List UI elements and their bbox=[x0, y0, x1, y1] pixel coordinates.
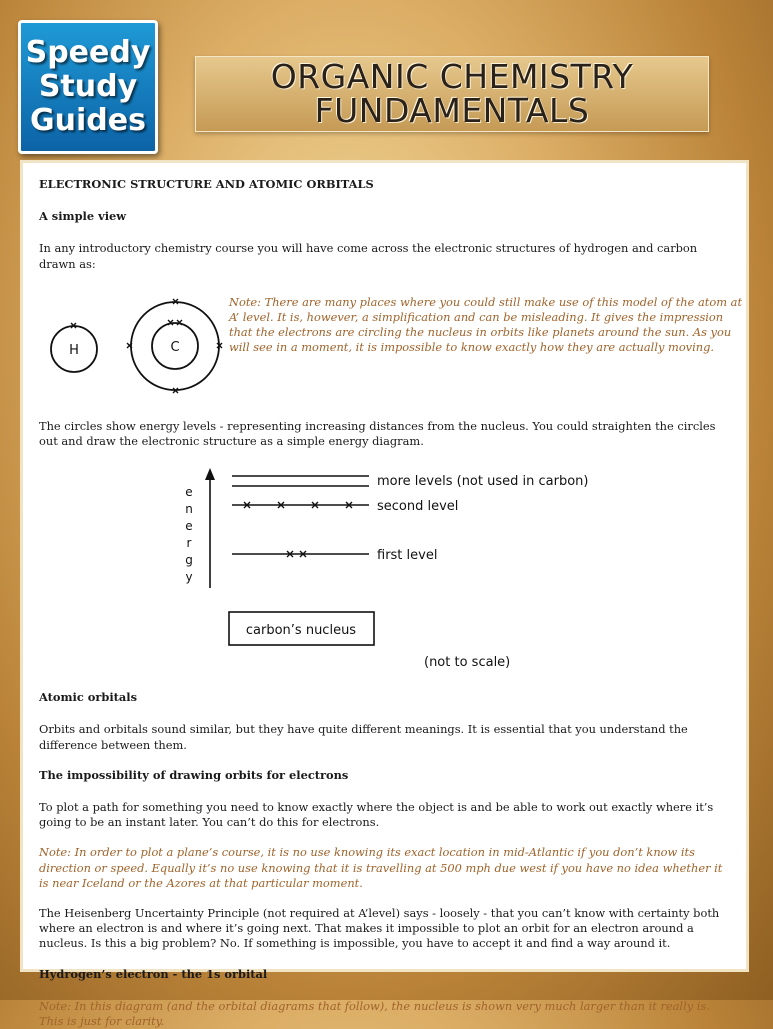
first-level-label: first level bbox=[377, 548, 438, 564]
atom-model-row bbox=[39, 287, 743, 407]
energy-axis-letter: g bbox=[185, 553, 193, 568]
title-line-1: ORGANIC CHEMISTRY bbox=[270, 57, 634, 96]
atom-model-diagram bbox=[39, 287, 229, 407]
model-note: Note: There are many places where you could still make use of this model of the atom at A’ level. It is, however, a simplification and can be misleading. It gives the impression that the electrons are circling the nucleus in orbits like planets around the sun. As you will see in a moment, it is impossible to know exactly how they are actually moving. bbox=[229, 294, 743, 355]
carbon-label: C bbox=[170, 339, 180, 355]
energy-level-diagram bbox=[39, 464, 730, 679]
orbits-paragraph: Orbits and orbitals sound similar, but they have quite different meanings. It is essential that you understand the difference between them. bbox=[39, 722, 688, 752]
energy-axis-arrowhead bbox=[205, 468, 215, 480]
section-heading-electronic-structure: ELECTRONIC STRUCTURE AND ATOMIC ORBITALS bbox=[39, 177, 374, 191]
not-to-scale-note: (not to scale) bbox=[424, 655, 511, 671]
subheading-hydrogen-electron: Hydrogen’s electron - the 1s orbital bbox=[39, 966, 268, 981]
carbon-nucleus-label: carbon’s nucleus bbox=[245, 623, 357, 639]
energy-axis-letter: e bbox=[185, 519, 193, 534]
diagram-note: Note: In this diagram (and the orbital diagrams that follow), the nucleus is shown very much larger than it really is. This is just for clarity. bbox=[39, 998, 710, 1029]
energy-axis-letter: e bbox=[185, 485, 193, 500]
more-levels-label: more levels (not used in carbon) bbox=[377, 474, 589, 490]
circles-paragraph: The circles show energy levels - representing increasing distances from the nucleus. You could straighten the circles out and draw the electronic structure as a simple energy diagram. bbox=[39, 418, 716, 449]
energy-axis-letter: n bbox=[185, 502, 193, 517]
logo-line-2: Study bbox=[38, 69, 138, 104]
speedy-study-guides-logo bbox=[18, 20, 158, 154]
plane-note: Note: In order to plot a plane’s course, it is no use knowing its exact location in mid-Atlantic if you don’t know its direction or speed. Equally it’s no use knowing that it is travelling at 500 mph due west if you have no idea whether it is near Iceland or the Azores at that particular moment. bbox=[39, 845, 723, 890]
page-title bbox=[195, 56, 709, 132]
subheading-impossibility: The impossibility of drawing orbits for electrons bbox=[39, 767, 349, 782]
heisenberg-paragraph: The Heisenberg Uncertainty Principle (not required at A’level) says - loosely - that you can’t know with certainty both where an electron is and where it’s going next. That makes it impossible to plot an orbit for an electron around a nucleus. Is this a big problem? No. If something is impossible, you have to accept it and find a way around it. bbox=[39, 906, 720, 951]
document-page bbox=[20, 160, 749, 1029]
title-line-2: FUNDAMENTALS bbox=[314, 91, 590, 130]
energy-electron-marks bbox=[244, 502, 352, 557]
energy-axis-letter: r bbox=[186, 536, 192, 551]
second-level-label: second level bbox=[377, 499, 459, 515]
energy-axis-letter: y bbox=[185, 570, 193, 585]
hydrogen-label: H bbox=[69, 342, 79, 358]
subheading-atomic-orbitals: Atomic orbitals bbox=[39, 690, 138, 705]
energy-axis-label bbox=[185, 485, 193, 584]
subheading-simple-view: A simple view bbox=[39, 209, 127, 224]
logo-line-1: Speedy bbox=[25, 35, 151, 70]
plot-paragraph: To plot a path for something you need to know exactly where the object is and be able to work out exactly where it’s going to be an instant later. You can’t do this for electrons. bbox=[39, 800, 714, 830]
logo-line-3: Guides bbox=[30, 103, 146, 138]
intro-paragraph: In any introductory chemistry course you will have come across the electronic structures of hydrogen and carbon drawn as: bbox=[39, 241, 698, 271]
